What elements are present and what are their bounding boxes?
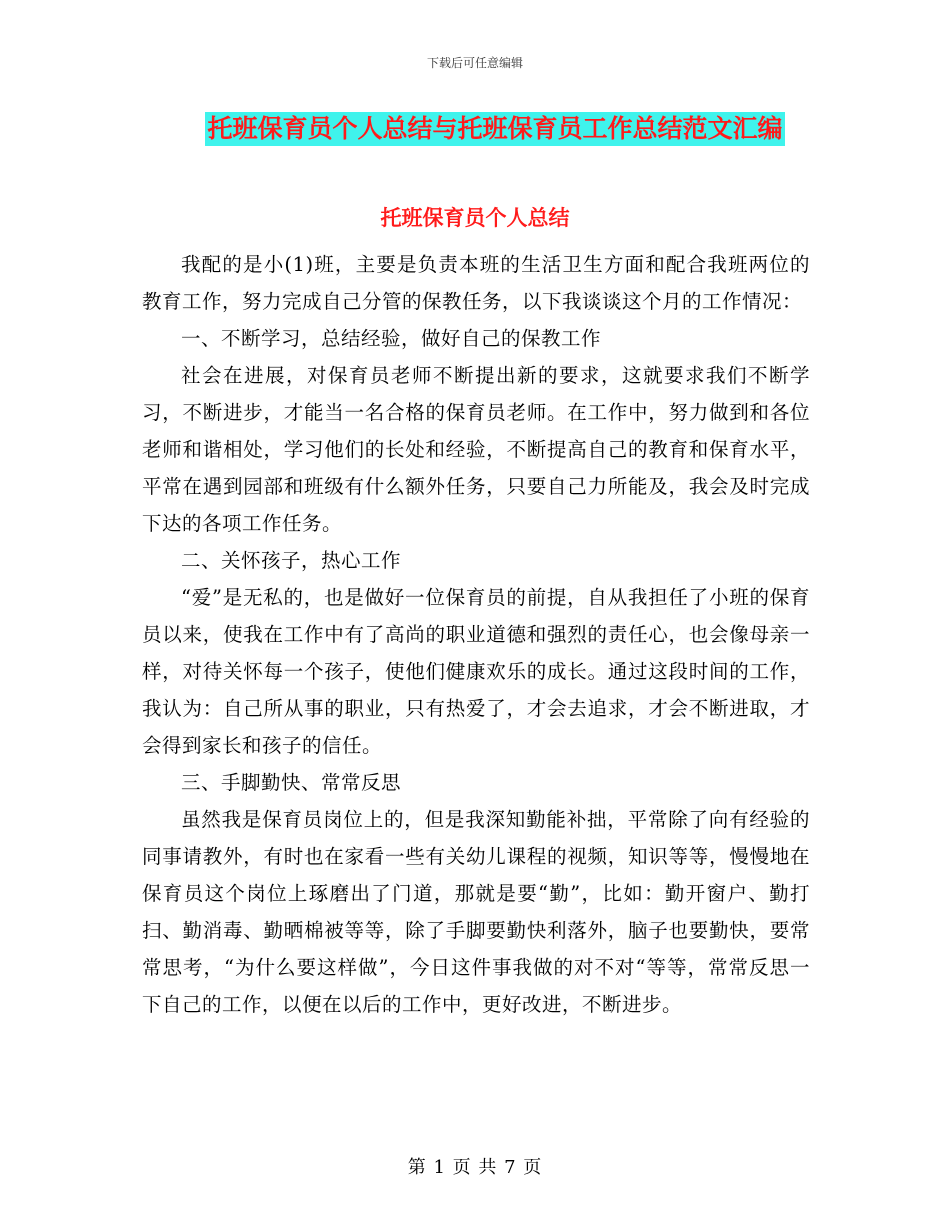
section-title: 托班保育员个人总结 [380, 205, 570, 230]
document-title: 托班保育员个人总结与托班保育员工作总结范文汇编 [205, 112, 784, 146]
page-footer: 第 1 页 共 7 页 [407, 1157, 543, 1178]
heading-3: 三、手脚勤快、常常反思 [181, 771, 402, 794]
heading-2: 二、关怀孩子，热心工作 [181, 549, 402, 572]
paragraph-3: 虽然我是保育员岗位上的，但是我深知勤能补拙，平常除了向有经验的同事请教外，有时也在家看一些有关幼儿课程的视频，知识等等，慢慢地在保育员这个岗位上琢磨出了门道，那就是要“勤”，比如：勤开窗户、勤打扫、勤消毒、勤晒棉被等等，除了手脚要勤快利落外，脑子也要勤快，要常常思考，“为什么要这样做”，今日这件事我做的对不对“等等，常常反思一下自己的工作，以便在以后的工作中，更好改进，不断进步。 [142, 808, 810, 1016]
document-title-container [0, 112, 950, 146]
paragraph-1: 社会在进展，对保育员老师不断提出新的要求，这就要求我们不断学习，不断进步，才能当一名合格的保育员老师。在工作中，努力做到和各位老师和谐相处，学习他们的长处和经验，不断提高自己的教育和保育水平，平常在遇到园部和班级有什么额外任务，只要自己力所能及，我会及时完成下达的各项工作任务。 [142, 364, 810, 535]
document-body [142, 246, 810, 1023]
header-note: 下载后可任意编辑 [426, 56, 523, 70]
heading-1: 一、不断学习，总结经验，做好自己的保教工作 [181, 327, 602, 350]
paragraph-intro: 我配的是小(1)班，主要是负责本班的生活卫生方面和配合我班两位的教育工作，努力完成自己分管的保教任务，以下我谈谈这个月的工作情况： [142, 253, 810, 313]
paragraph-2: “爱”是无私的，也是做好一位保育员的前提，自从我担任了小班的保育员以来，使我在工作中有了高尚的职业道德和强烈的责任心，也会像母亲一样，对待关怀每一个孩子，使他们健康欢乐的成长。通过这段时间的工作，我认为：自己所从事的职业，只有热爱了，才会去追求，才会不断进取，才会得到家长和孩子的信任。 [142, 586, 810, 757]
